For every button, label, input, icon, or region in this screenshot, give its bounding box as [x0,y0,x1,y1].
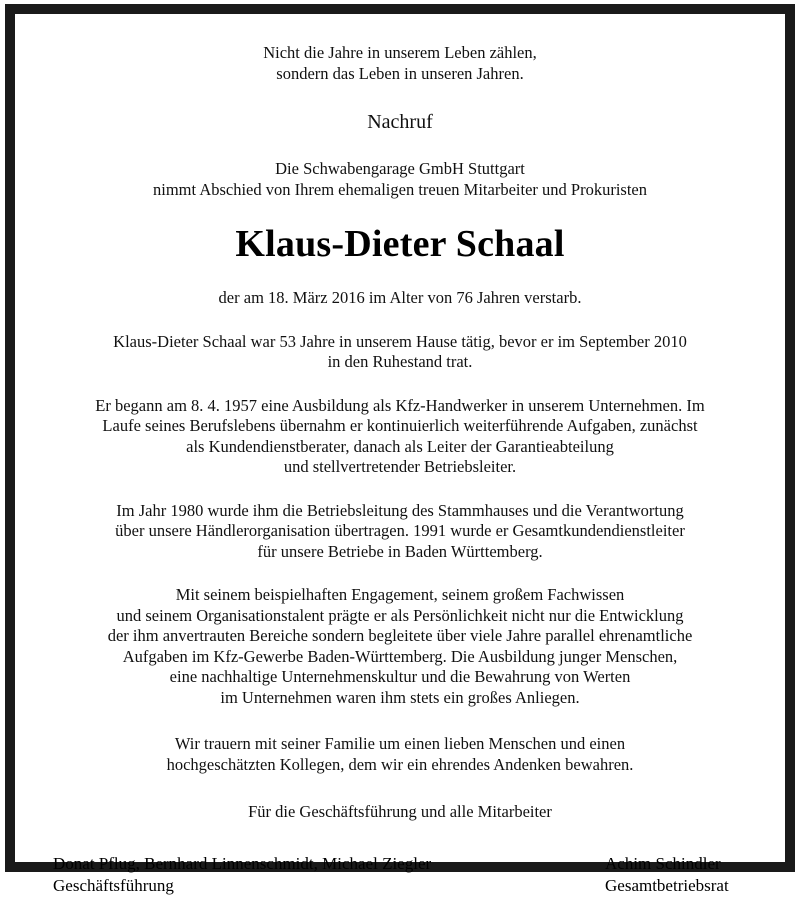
tribute-paragraph [34,585,766,708]
tenure-line-2: in den Ruhestand trat. [327,352,473,371]
signoff-line: Für die Geschäftsführung und alle Mitarbeiter [248,802,552,821]
organization-name: Die Schwabengarage GmbH Stuttgart [275,159,525,178]
organization-statement [34,159,766,200]
tribute-line-4: Aufgaben im Kfz-Gewerbe Baden-Württemberg. Die Ausbildung junger Menschen, [122,646,678,666]
mourning-paragraph [34,734,766,775]
tribute-line-6: im Unternehmen waren ihm stets ein großes Anliegen. [220,687,580,707]
deceased-name: Klaus-Dieter Schaal [235,223,565,265]
career-line-3: als Kundendienstberater, danach als Leiter der Garantieabteilung [186,436,614,456]
tenure-line-1: Klaus-Dieter Schaal war 53 Jahre in unserem Hause tätig, bevor er im September 2010 [113,331,687,351]
signature-management [53,853,605,897]
mourning-line-2: hochgeschätzten Kollegen, dem wir ein ehrendes Andenken bewahren. [166,754,634,774]
epitaph-quote-line-1: Nicht die Jahre in unserem Leben zählen, [263,43,537,62]
leadership-paragraph [34,501,766,563]
mourning-line-1: Wir trauern mit seiner Familie um einen lieben Menschen und einen [174,734,626,753]
career-line-2: Laufe seines Berufslebens übernahm er kontinuierlich weiterführende Aufgaben, zunächst [102,416,698,435]
signature-block [34,853,766,897]
works-council-role: Gesamtbetriebsrat [605,875,729,895]
organization-farewell: nimmt Abschied von Ihrem ehemaligen treuen Mitarbeiter und Prokuristen [153,179,647,199]
obituary-frame [5,4,795,895]
works-council-name: Achim Schindler [605,853,721,873]
leadership-line-3: für unsere Betriebe in Baden Württemberg. [257,541,543,561]
notice-heading: Nachruf [367,111,433,133]
epitaph-quote [34,42,766,84]
career-paragraph [34,396,766,478]
career-line-1: Er begann am 8. 4. 1957 eine Ausbildung als Kfz-Handwerker in unserem Unternehmen. Im [95,395,705,415]
death-date-line: der am 18. März 2016 im Alter von 76 Jahren verstarb. [218,288,582,307]
management-names: Donat Pflug, Bernhard Linnenschmidt, Michael Ziegler [53,853,432,873]
leadership-line-2: über unsere Händlerorganisation übertragen. 1991 wurde er Gesamtkundendienstleiter [115,521,685,540]
obituary-content [15,14,785,895]
tribute-line-5: eine nachhaltige Unternehmenskultur und die Bewahrung von Werten [169,667,631,686]
management-role: Geschäftsführung [53,875,174,895]
epitaph-quote-line-2: sondern das Leben in unseren Jahren. [276,64,524,83]
tribute-line-3: der ihm anvertrauten Bereiche sondern begleitete über viele Jahre parallel ehrenamtliche [107,626,693,645]
leadership-line-1: Im Jahr 1980 wurde ihm die Betriebsleitung des Stammhauses und die Verantwortung [116,500,684,520]
tenure-paragraph [34,332,766,373]
career-line-4: und stellvertretender Betriebsleiter. [283,457,517,476]
tribute-line-1: Mit seinem beispielhaften Engagement, seinem großem Fachwissen [175,585,625,604]
signature-works-council [605,853,766,897]
tribute-line-2: und seinem Organisationstalent prägte er als Persönlichkeit nicht nur die Entwicklung [116,605,684,625]
